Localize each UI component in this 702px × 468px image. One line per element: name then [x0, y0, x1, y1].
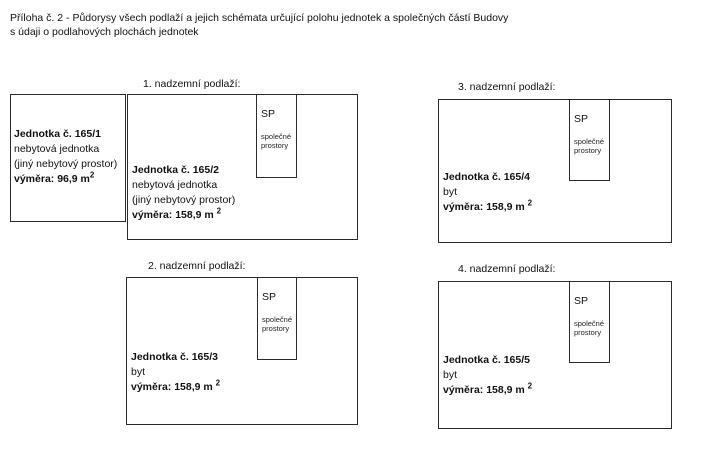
plan-3-sp-description [574, 137, 604, 155]
plan-4-sp-description [574, 319, 604, 337]
plan-1-unit-165-1-info [14, 127, 117, 187]
unit-type-line1: byt [443, 186, 458, 198]
plan-2-unit-165-3-info [131, 350, 220, 395]
unit-name: Jednotka č. 165/4 [443, 171, 530, 183]
unit-name: Jednotka č. 165/5 [443, 354, 530, 366]
unit-type-line1: byt [443, 369, 458, 381]
plan-2-sp-desc-line2: prostory [262, 324, 290, 333]
unit-area-value: výměra: 158,9 m [131, 381, 216, 393]
plan-3-sp-desc-line1: společné [574, 137, 605, 146]
plan-1-sp-desc-line1: společné [261, 132, 292, 141]
plan-3-sp-label: SP [574, 113, 589, 125]
plan-4-sp-box [569, 281, 610, 363]
unit-type-line2: (jiný nebytový prostor) [132, 194, 236, 206]
unit-area-value: výměra: 96,9 m [14, 173, 90, 185]
unit-type-line2: (jiný nebytový prostor) [14, 158, 118, 170]
plan-3-sp-desc-line2: prostory [574, 146, 602, 155]
unit-name: Jednotka č. 165/1 [14, 128, 101, 140]
unit-area-superscript: 2 [89, 170, 95, 180]
plan-4-sp-label: SP [574, 295, 589, 307]
plan-2-sp-box [257, 277, 297, 360]
plan-3-title: 3. nadzemní podlaží: [458, 81, 556, 93]
plan-2-sp-desc-line1: společné [262, 315, 293, 324]
unit-area [443, 383, 532, 398]
unit-area-superscript: 2 [527, 198, 533, 208]
plan-1-sp-description [261, 132, 291, 150]
document-header-line2: s údaji o podlahových plochách jednotek [10, 26, 199, 38]
unit-type-line1: byt [131, 366, 146, 378]
unit-area [443, 200, 532, 215]
plan-2-sp-description [262, 315, 292, 333]
unit-area [131, 380, 220, 395]
document-header-line1: Příloha č. 2 - Půdorysy všech podlaží a jejich schémata určující polohu jednotek a společných částí Budovy [10, 12, 509, 24]
unit-name: Jednotka č. 165/3 [131, 351, 218, 363]
unit-name: Jednotka č. 165/2 [132, 164, 219, 176]
unit-area-superscript: 2 [216, 206, 222, 216]
unit-area-superscript: 2 [527, 381, 533, 391]
plan-2-title: 2. nadzemní podlaží: [148, 260, 246, 272]
plan-4-sp-desc-line1: společné [574, 319, 605, 328]
plan-3-sp-box [569, 99, 610, 181]
unit-area [14, 172, 117, 187]
plan-1-sp-label: SP [261, 108, 276, 120]
unit-area [132, 208, 235, 223]
plan-1-title: 1. nadzemní podlaží: [143, 78, 241, 90]
plan-2-sp-label: SP [262, 291, 277, 303]
unit-area-superscript: 2 [215, 378, 221, 388]
unit-type-line1: nebytová jednotka [132, 179, 218, 191]
plan-1-sp-box [256, 94, 297, 178]
plan-4-sp-desc-line2: prostory [574, 328, 602, 337]
plan-4-unit-165-5-info [443, 353, 532, 398]
unit-area-value: výměra: 158,9 m [443, 201, 528, 213]
plan-3-unit-165-4-info [443, 170, 532, 215]
plan-4-title: 4. nadzemní podlaží: [458, 263, 556, 275]
document-header [10, 11, 508, 39]
unit-area-value: výměra: 158,9 m [132, 209, 217, 221]
unit-type-line1: nebytová jednotka [14, 143, 100, 155]
plan-1-sp-desc-line2: prostory [261, 141, 289, 150]
unit-area-value: výměra: 158,9 m [443, 384, 528, 396]
plan-1-unit-165-2-info [132, 163, 235, 223]
